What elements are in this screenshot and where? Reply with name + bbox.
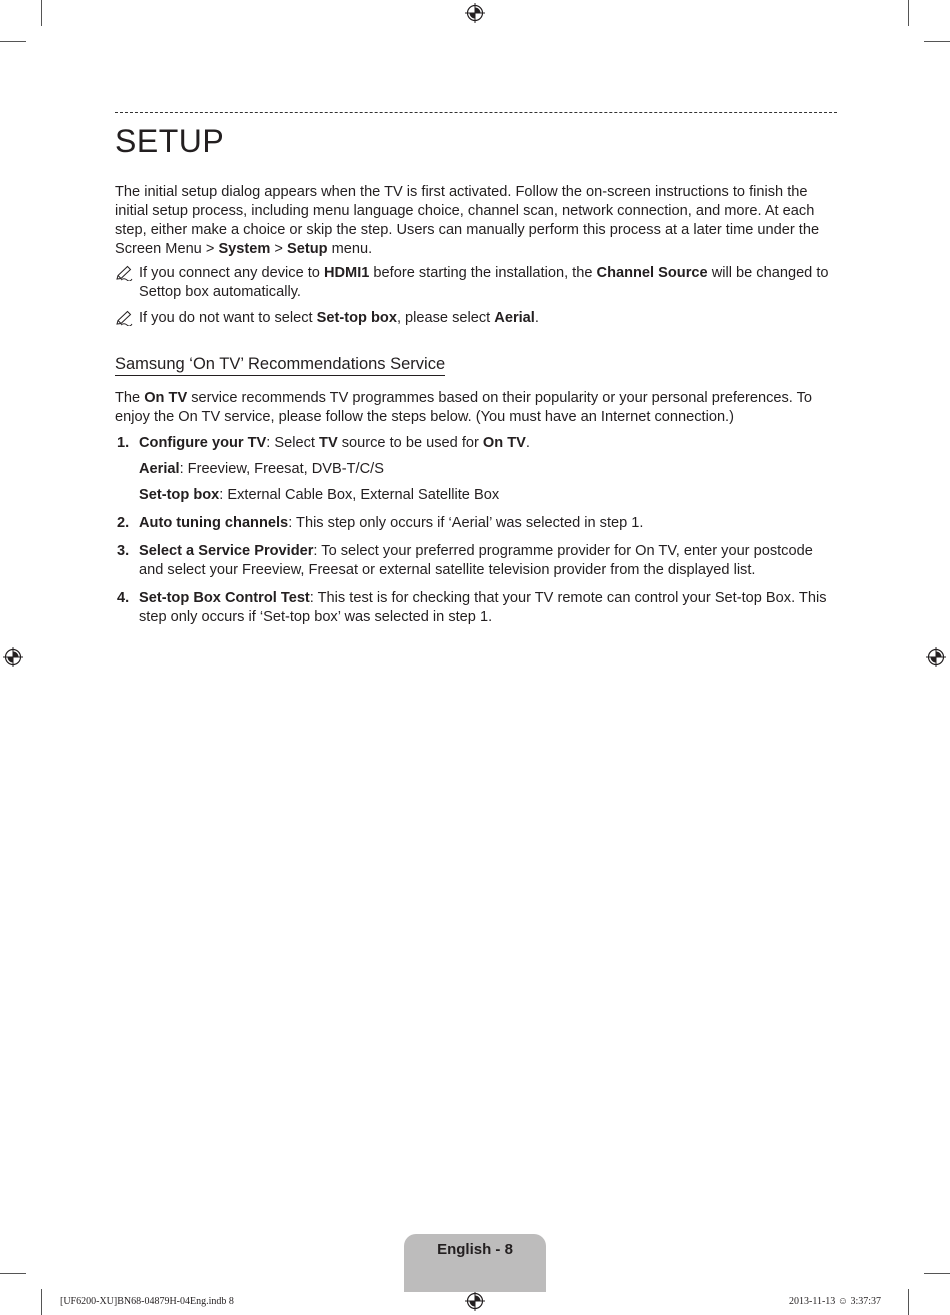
page-number-label: English - 8 [437, 1241, 513, 1258]
step-title: Configure your TV [139, 435, 267, 451]
subitem-label: Set-top box [139, 487, 220, 503]
crop-mark [924, 1273, 950, 1274]
step-subitem [139, 486, 837, 505]
menu-system: System [218, 241, 271, 257]
section-heading: Samsung ‘On TV’ Recommendations Service [115, 353, 445, 376]
intro-tail: menu. [327, 241, 373, 257]
step-text: : To select your preferred programme provider for On TV, enter your postcode and select your Freeview, Freesat or external satellite television provider from the displayed list. [139, 543, 813, 578]
section-intro [115, 389, 837, 427]
step-text: source to be used for [337, 435, 483, 451]
crop-mark [41, 1289, 42, 1315]
list-item [115, 589, 837, 627]
note-text: If you connect any device to [139, 265, 324, 281]
pencil-note-icon [115, 265, 133, 281]
step-bold: TV [319, 435, 338, 451]
step-number: 3. [117, 543, 130, 559]
menu-setup: Setup [287, 241, 328, 257]
step-bold: On TV [482, 435, 526, 451]
note-text: before starting the installation, the [369, 265, 597, 281]
intro-text: The initial setup dialog appears when the TV is first activated. Follow the on-screen instructions to finish the initial setup process, including menu language choice, channel scan, network connection, and more. At each step, either make a choice or skip the step. Users can manually perform this process at a later time under the Screen Menu > [115, 184, 820, 257]
step-text: : Select [266, 435, 320, 451]
step-text: : This test is for checking that your TV remote can control your Set-top Box. This step only occurs if ‘Set-top box’ was selected in step 1. [139, 590, 827, 625]
step-subitem [139, 460, 837, 479]
print-slug-left: [UF6200-XU]BN68-04879H-04Eng.indb 8 [60, 1296, 234, 1307]
steps-list [115, 434, 837, 627]
section-intro-text: service recommends TV programmes based on their popularity or your personal preferences. To enjoy the On TV service, please follow the steps below. (You must have an Internet connection.) [115, 390, 813, 425]
list-item [115, 514, 837, 533]
note-text: If you do not want to select [139, 310, 317, 326]
page-number-tab [404, 1234, 546, 1292]
registration-mark-icon [926, 647, 946, 667]
note-item [115, 309, 837, 328]
note-text: , please select [396, 310, 495, 326]
menu-separator: > [270, 241, 287, 257]
note-item [115, 264, 837, 302]
dashed-divider [115, 112, 837, 113]
list-item [115, 434, 837, 505]
step-text: . [525, 435, 530, 451]
step-text: : This step only occurs if ‘Aerial’ was selected in step 1. [288, 515, 644, 531]
registration-mark-icon [465, 3, 485, 23]
step-title: Auto tuning channels [139, 515, 289, 531]
crop-mark [0, 41, 26, 42]
intro-paragraph [115, 183, 837, 259]
subitem-text: : Freeview, Freesat, DVB-T/C/S [179, 461, 384, 477]
note-bold: Aerial [494, 310, 535, 326]
subitem-text: : External Cable Box, External Satellite Box [219, 487, 500, 503]
crop-mark [908, 1289, 909, 1315]
crop-mark [908, 0, 909, 26]
registration-mark-icon [465, 1291, 485, 1311]
pencil-note-icon [115, 310, 133, 326]
note-text: will be changed to Settop box automatically. [139, 265, 829, 300]
section-intro-text: The [115, 390, 145, 406]
section-intro-bold: On TV [144, 390, 188, 406]
list-item [115, 542, 837, 580]
registration-mark-icon [3, 647, 23, 667]
note-bold: Channel Source [596, 265, 708, 281]
crop-mark [924, 41, 950, 42]
crop-mark [0, 1273, 26, 1274]
step-number: 2. [117, 515, 130, 531]
step-number: 1. [117, 435, 130, 451]
note-bold: Set-top box [316, 310, 397, 326]
crop-mark [41, 0, 42, 26]
page-title: SETUP [115, 123, 225, 159]
note-text: . [534, 310, 539, 326]
subitem-label: Aerial [139, 461, 180, 477]
note-bold: HDMI1 [323, 265, 370, 281]
step-title: Set-top Box Control Test [139, 590, 310, 606]
page-content [115, 112, 837, 636]
step-title: Select a Service Provider [139, 543, 314, 559]
step-number: 4. [117, 590, 130, 606]
print-slug-right: 2013-11-13 ☺ 3:37:37 [789, 1296, 882, 1307]
